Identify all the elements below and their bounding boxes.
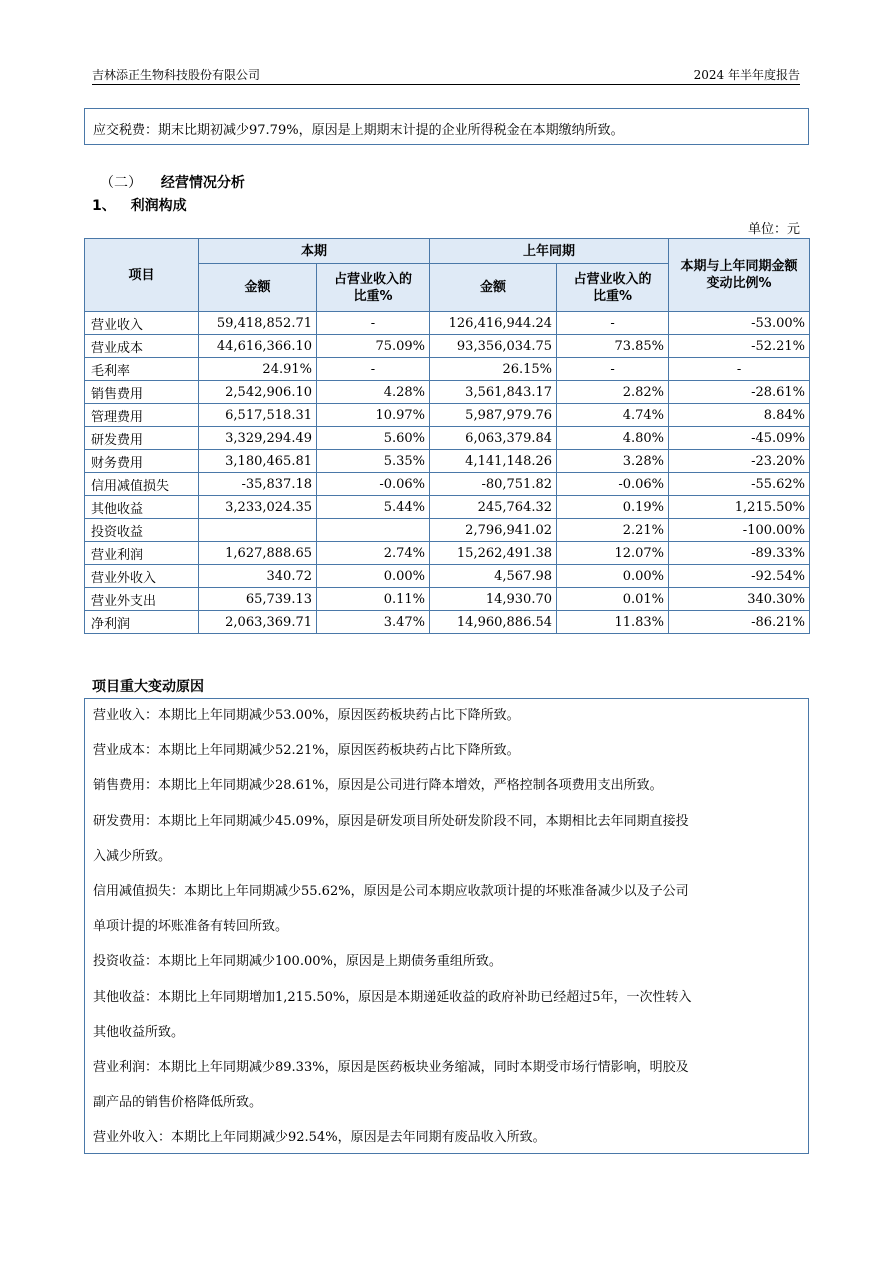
table-row	[85, 565, 810, 588]
prior-amount-cell: 245,764.32	[430, 496, 557, 519]
current-amount-cell: 44,616,366.10	[199, 335, 317, 358]
row-name-cell: 销售费用	[85, 381, 199, 404]
current-ratio-cell: 0.00%	[317, 565, 430, 588]
change-ratio-cell: 8.84%	[669, 404, 810, 427]
reason-line: 研发费用：本期比上年同期减少45.09%，原因是研发项目所处研发阶段不同，本期相比去年同期直接投	[93, 813, 689, 829]
table-row	[85, 381, 810, 404]
header-current-amount: 金额	[199, 264, 317, 312]
row-name-cell: 投资收益	[85, 519, 199, 542]
section-heading	[100, 172, 245, 192]
prior-amount-cell: 126,416,944.24	[430, 312, 557, 335]
prior-amount-cell: 2,796,941.02	[430, 519, 557, 542]
prior-amount-cell: 93,356,034.75	[430, 335, 557, 358]
prior-ratio-cell: 4.74%	[557, 404, 669, 427]
prior-amount-cell: 15,262,491.38	[430, 542, 557, 565]
prior-amount-cell: 14,930.70	[430, 588, 557, 611]
prior-ratio-cell: 2.21%	[557, 519, 669, 542]
row-name-cell: 营业外收入	[85, 565, 199, 588]
prior-amount-cell: 6,063,379.84	[430, 427, 557, 450]
row-name-cell: 营业外支出	[85, 588, 199, 611]
current-ratio-cell: 0.11%	[317, 588, 430, 611]
tax-note-text: 应交税费：期末比期初减少97.79%，原因是上期期末计提的企业所得税金在本期缴纳所致。	[93, 123, 624, 138]
reason-line: 销售费用：本期比上年同期减少28.61%，原因是公司进行降本增效，严格控制各项费用支出所致。	[93, 778, 663, 794]
change-ratio-cell: -86.21%	[669, 611, 810, 634]
reasons-lines	[93, 703, 805, 1160]
current-ratio-cell: 4.28%	[317, 381, 430, 404]
current-amount-cell: 340.72	[199, 565, 317, 588]
table-row	[85, 519, 810, 542]
row-name-cell: 管理费用	[85, 404, 199, 427]
reason-line: 营业外收入：本期比上年同期减少92.54%，原因是去年同期有废品收入所致。	[93, 1130, 546, 1146]
current-amount-cell: 6,517,518.31	[199, 404, 317, 427]
subsection-title: 利润构成	[130, 198, 187, 214]
row-name-cell: 营业收入	[85, 312, 199, 335]
row-name-cell: 营业利润	[85, 542, 199, 565]
current-amount-cell	[199, 519, 317, 542]
current-ratio-cell	[317, 519, 430, 542]
current-ratio-cell: 2.74%	[317, 542, 430, 565]
prior-ratio-cell: -	[557, 312, 669, 335]
current-amount-cell: 2,063,369.71	[199, 611, 317, 634]
prior-ratio-cell: 0.19%	[557, 496, 669, 519]
reason-line: 入减少所致。	[93, 848, 172, 864]
row-name-cell: 财务费用	[85, 450, 199, 473]
row-name-cell: 其他收益	[85, 496, 199, 519]
row-name-cell: 净利润	[85, 611, 199, 634]
change-ratio-cell: -23.20%	[669, 450, 810, 473]
reason-line: 营业收入：本期比上年同期减少53.00%，原因医药板块药占比下降所致。	[93, 708, 520, 723]
prior-ratio-cell: 0.01%	[557, 588, 669, 611]
current-ratio-cell: 5.35%	[317, 450, 430, 473]
table-row	[85, 496, 810, 519]
prior-ratio-cell: -0.06%	[557, 473, 669, 496]
header-current: 本期	[199, 239, 430, 264]
prior-ratio-cell: 3.28%	[557, 450, 669, 473]
current-ratio-cell: 5.60%	[317, 427, 430, 450]
reason-line: 副产品的销售价格降低所致。	[93, 1095, 263, 1111]
prior-ratio-cell: 73.85%	[557, 335, 669, 358]
current-ratio-cell: 3.47%	[317, 611, 430, 634]
current-ratio-cell: -	[317, 358, 430, 381]
reason-line: 信用减值损失：本期比上年同期减少55.62%，原因是公司本期应收款项计提的坏账准备减少以及子公司	[93, 883, 689, 899]
current-ratio-cell: -0.06%	[317, 473, 430, 496]
change-ratio-cell: -89.33%	[669, 542, 810, 565]
prior-amount-cell: 14,960,886.54	[430, 611, 557, 634]
current-ratio-cell: -	[317, 312, 430, 335]
prior-amount-cell: 4,141,148.26	[430, 450, 557, 473]
header-prior-ratio: 占营业收入的比重%	[557, 264, 669, 312]
subsection-heading	[92, 195, 187, 215]
prior-amount-cell: 4,567.98	[430, 565, 557, 588]
section-number: （二）	[100, 175, 142, 191]
company-name: 吉林添正生物科技股份有限公司	[92, 68, 261, 82]
tax-note-box	[84, 108, 809, 145]
prior-amount-cell: 26.15%	[430, 358, 557, 381]
change-ratio-cell: -52.21%	[669, 335, 810, 358]
header-prior-amount: 金额	[430, 264, 557, 312]
reasons-title: 项目重大变动原因	[92, 679, 204, 695]
table-row	[85, 473, 810, 496]
table-row	[85, 588, 810, 611]
header-current-ratio: 占营业收入的比重%	[317, 264, 430, 312]
current-amount-cell: 1,627,888.65	[199, 542, 317, 565]
current-ratio-cell: 75.09%	[317, 335, 430, 358]
table-row	[85, 427, 810, 450]
current-amount-cell: 24.91%	[199, 358, 317, 381]
table-row	[85, 335, 810, 358]
row-name-cell: 毛利率	[85, 358, 199, 381]
current-amount-cell: 3,180,465.81	[199, 450, 317, 473]
reason-line: 单项计提的坏账准备有转回所致。	[93, 919, 289, 935]
reason-line: 投资收益：本期比上年同期减少100.00%，原因是上期债务重组所致。	[93, 954, 502, 970]
table-row	[85, 611, 810, 634]
change-ratio-cell: -53.00%	[669, 312, 810, 335]
current-ratio-cell: 5.44%	[317, 496, 430, 519]
prior-amount-cell: -80,751.82	[430, 473, 557, 496]
reason-line: 营业利润：本期比上年同期减少89.33%，原因是医药板块业务缩减，同时本期受市场行情影响，明胶及	[93, 1059, 689, 1075]
change-ratio-cell: -28.61%	[669, 381, 810, 404]
report-title: 2024 年半年度报告	[693, 68, 800, 82]
change-ratio-cell: 1,215.50%	[669, 496, 810, 519]
current-amount-cell: 59,418,852.71	[199, 312, 317, 335]
change-ratio-cell: -92.54%	[669, 565, 810, 588]
prior-ratio-cell: 12.07%	[557, 542, 669, 565]
current-amount-cell: 65,739.13	[199, 588, 317, 611]
table-row	[85, 404, 810, 427]
header-prior: 上年同期	[430, 239, 669, 264]
section-title: 经营情况分析	[160, 175, 245, 191]
prior-amount-cell: 3,561,843.17	[430, 381, 557, 404]
reason-line: 其他收益所致。	[93, 1024, 185, 1040]
row-name-cell: 研发费用	[85, 427, 199, 450]
current-amount-cell: -35,837.18	[199, 473, 317, 496]
change-ratio-cell: -100.00%	[669, 519, 810, 542]
header-item: 项目	[85, 239, 199, 312]
table-row	[85, 358, 810, 381]
profit-table	[84, 238, 810, 634]
page-header	[92, 64, 800, 85]
prior-ratio-cell: -	[557, 358, 669, 381]
row-name-cell: 信用减值损失	[85, 473, 199, 496]
current-amount-cell: 2,542,906.10	[199, 381, 317, 404]
prior-ratio-cell: 11.83%	[557, 611, 669, 634]
change-ratio-cell: -55.62%	[669, 473, 810, 496]
change-ratio-cell: 340.30%	[669, 588, 810, 611]
current-amount-cell: 3,233,024.35	[199, 496, 317, 519]
header-change: 本期与上年同期金额变动比例%	[669, 239, 810, 312]
prior-ratio-cell: 0.00%	[557, 565, 669, 588]
table-row	[85, 450, 810, 473]
change-ratio-cell: -	[669, 358, 810, 381]
table-row	[85, 542, 810, 565]
reasons-box	[84, 698, 809, 1154]
prior-ratio-cell: 2.82%	[557, 381, 669, 404]
row-name-cell: 营业成本	[85, 335, 199, 358]
subsection-number: 1、	[92, 198, 116, 214]
reason-line: 营业成本：本期比上年同期减少52.21%，原因医药板块药占比下降所致。	[93, 743, 520, 759]
reason-line: 其他收益：本期比上年同期增加1,215.50%，原因是本期递延收益的政府补助已经超过5年，一次性转入	[93, 989, 692, 1005]
unit-label: 单位：元	[747, 222, 800, 237]
prior-amount-cell: 5,987,979.76	[430, 404, 557, 427]
current-ratio-cell: 10.97%	[317, 404, 430, 427]
table-row	[85, 312, 810, 335]
change-ratio-cell: -45.09%	[669, 427, 810, 450]
current-amount-cell: 3,329,294.49	[199, 427, 317, 450]
prior-ratio-cell: 4.80%	[557, 427, 669, 450]
